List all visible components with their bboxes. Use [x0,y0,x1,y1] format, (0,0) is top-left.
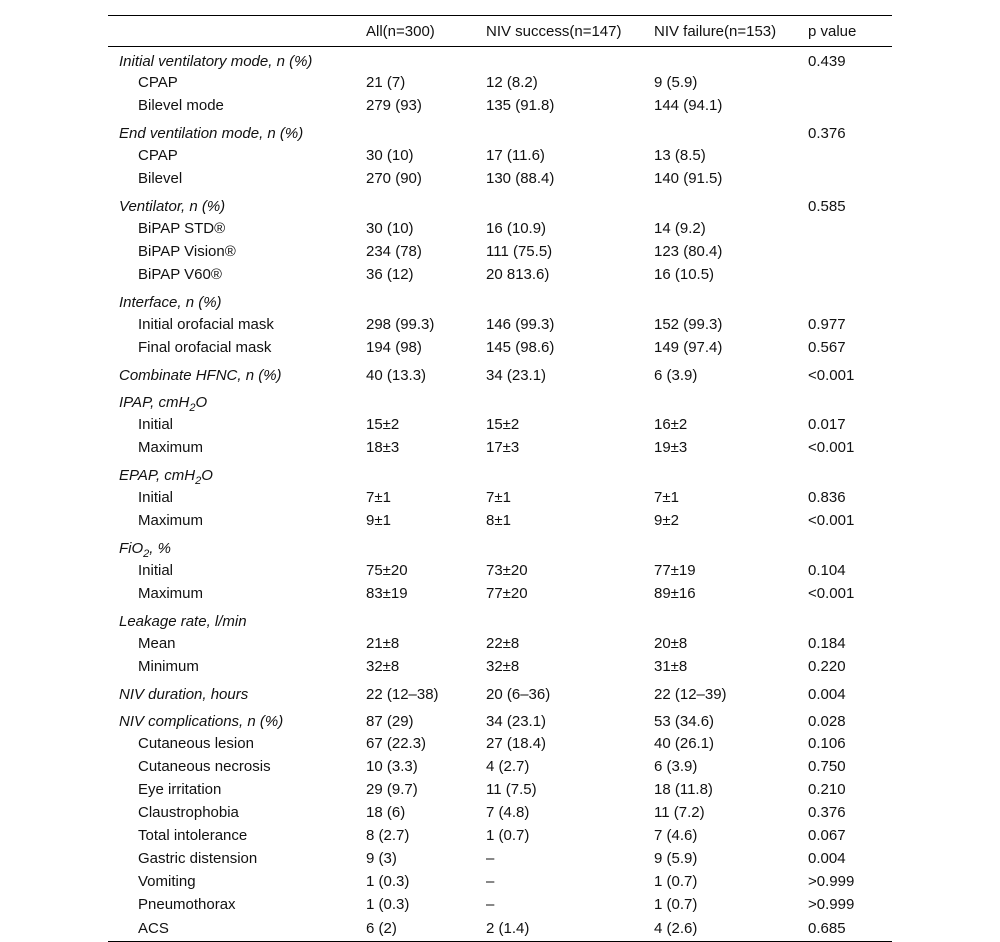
row-label [108,559,366,582]
table-row [108,655,892,678]
cell-niv-success [486,286,654,313]
cell-niv-failure: 6 (3.9) [654,758,698,775]
row-label [108,916,366,942]
cell-p-value: 0.220 [808,658,846,675]
cell-niv-failure [654,47,808,72]
row-label [108,167,366,190]
cell-niv-success: 32±8 [486,658,520,675]
label-subscript: 2 [189,402,196,414]
cell-niv-success: 20 813.6) [486,266,550,283]
table-row [108,240,892,263]
table-row [108,413,892,436]
cell-niv-failure [654,117,808,144]
cell-p-value [808,459,892,486]
cell-all: 234 (78) [366,243,422,260]
cell-niv-failure: 4 (2.6) [654,916,808,942]
label-subscript: 2 [143,548,150,560]
header-label [108,16,366,47]
cell-all: 6 (2) [366,916,486,942]
row-label [108,336,366,359]
group-label [108,117,366,144]
cell-niv-success: 7±1 [486,489,511,506]
table-row [108,582,892,605]
table-body [108,47,892,942]
cell-niv-success: 1 (0.7) [486,827,530,844]
cell-all: 21±8 [366,635,400,652]
cell-niv-success [486,532,654,559]
row-label [108,755,366,778]
label-text: Maximum [138,585,204,602]
cell-p-value: 0.210 [808,781,846,798]
cell-p-value: 0.585 [808,198,846,215]
cell-all: 83±19 [366,585,408,602]
cell-niv-failure: 18 (11.8) [654,781,713,798]
cell-niv-success: 27 (18.4) [486,735,547,752]
cell-niv-failure: 19±3 [654,439,688,456]
cell-niv-success: 146 (99.3) [486,316,555,333]
label-text: End ventilation mode, n (%) [119,125,304,142]
label-text: Vomiting [138,873,196,890]
cell-niv-success: 130 (88.4) [486,170,555,187]
cell-all [366,605,486,632]
table-row [108,559,892,582]
cell-p-value: 0.184 [808,635,846,652]
label-text: BiPAP V60® [138,266,222,283]
cell-all: 22 (12–38) [366,686,439,703]
table-row [108,847,892,870]
table-row [108,532,892,559]
cell-all: 270 (90) [366,170,422,187]
table-row [108,732,892,755]
row-label [108,801,366,824]
table-row [108,755,892,778]
table-row [108,778,892,801]
row-label [108,824,366,847]
cell-all: 18 (6) [366,804,406,821]
table-row [108,336,892,359]
header-p-value: p value [808,22,857,40]
row-label [108,582,366,605]
label-text: Mean [138,635,176,652]
cell-niv-success: – [486,873,495,890]
cell-p-value: 0.567 [808,339,846,356]
cell-p-value [808,71,892,94]
cell-niv-success: 11 (7.5) [486,781,537,798]
header-niv-success: NIV success(n=147) [486,22,622,40]
cell-all: 194 (98) [366,339,422,356]
cell-niv-success: 2 (1.4) [486,916,654,942]
cell-niv-success: 7 (4.8) [486,804,530,821]
cell-all: 9 (3) [366,850,397,867]
cell-p-value [808,286,892,313]
table-row [108,117,892,144]
cell-p-value [808,217,892,240]
cell-niv-failure: 7 (4.6) [654,827,698,844]
cell-p-value: 0.376 [808,804,846,821]
cell-niv-success: 73±20 [486,562,528,579]
results-table-container [108,15,892,942]
table-header [108,16,892,47]
label-text: IPAP, cmH [119,394,190,411]
row-label [108,778,366,801]
cell-niv-success [486,117,654,144]
table-row [108,605,892,632]
label-text: Claustrophobia [138,804,239,821]
cell-all: 29 (9.7) [366,781,418,798]
table-row [108,824,892,847]
cell-p-value: 0.376 [808,125,846,142]
row-label [108,94,366,117]
cell-all [366,459,486,486]
cell-niv-success: 135 (91.8) [486,97,555,114]
cell-niv-success: 22±8 [486,635,520,652]
cell-niv-success: – [486,850,495,867]
cell-niv-failure: 9 (5.9) [654,74,698,91]
label-text: Initial [138,562,174,579]
table-row [108,47,892,72]
cell-niv-success [486,190,654,217]
table-row [108,286,892,313]
cell-niv-failure: 31±8 [654,658,688,675]
label-text: Final orofacial mask [138,339,272,356]
header-all: All(n=300) [366,22,435,40]
table-row [108,436,892,459]
group-label [108,532,366,559]
cell-niv-failure: 89±16 [654,585,696,602]
cell-all [366,47,486,72]
label-suffix: O [195,394,208,411]
label-suffix: O [201,467,213,484]
group-label [108,678,366,705]
row-label [108,847,366,870]
cell-all: 15±2 [366,416,400,433]
label-text: ACS [138,920,169,937]
cell-all: 75±20 [366,562,408,579]
label-subscript: 2 [195,475,202,487]
cell-niv-failure: 14 (9.2) [654,220,706,237]
cell-p-value [808,263,892,286]
label-text: Ventilator, n (%) [119,198,226,215]
cell-niv-failure [654,386,808,413]
table-row [108,705,892,732]
cell-niv-failure: 22 (12–39) [654,686,727,703]
group-label [108,605,366,632]
group-label [108,190,366,217]
table-row [108,486,892,509]
table-row [108,359,892,386]
cell-niv-success [486,605,654,632]
cell-niv-failure: 6 (3.9) [654,367,698,384]
row-label [108,413,366,436]
header-row [108,16,892,47]
cell-p-value: 0.685 [808,916,892,942]
cell-p-value: 0.836 [808,489,846,506]
cell-p-value: <0.001 [808,439,855,456]
label-text: Bilevel mode [138,97,224,114]
cell-p-value: <0.001 [808,585,855,602]
cell-all: 36 (12) [366,266,414,283]
cell-all: 32±8 [366,658,400,675]
label-text: FiO [119,540,144,557]
cell-niv-success: 16 (10.9) [486,220,547,237]
group-label [108,47,366,72]
cell-niv-success [486,47,654,72]
table-row [108,94,892,117]
table-row [108,916,892,942]
cell-p-value: 0.977 [808,316,846,333]
row-label [108,436,366,459]
cell-all: 87 (29) [366,713,414,730]
row-label [108,655,366,678]
group-label [108,286,366,313]
cell-p-value: <0.001 [808,512,855,529]
cell-all: 21 (7) [366,74,406,91]
group-label [108,459,366,486]
row-label [108,509,366,532]
row-label [108,313,366,336]
cell-p-value [808,240,892,263]
cell-all: 298 (99.3) [366,316,435,333]
cell-all [366,286,486,313]
row-label [108,217,366,240]
label-text: Maximum [138,512,204,529]
cell-all: 10 (3.3) [366,758,418,775]
table-row [108,801,892,824]
table-row [108,870,892,893]
table-row [108,71,892,94]
cell-all: 8 (2.7) [366,827,410,844]
table-row [108,313,892,336]
label-text: Eye irritation [138,781,222,798]
cell-niv-failure: 40 (26.1) [654,735,715,752]
cell-p-value: >0.999 [808,873,855,890]
label-text: Combinate HFNC, n (%) [119,367,282,384]
cell-all: 7±1 [366,489,391,506]
table-row [108,144,892,167]
cell-niv-success: 145 (98.6) [486,339,555,356]
cell-niv-failure: 77±19 [654,562,696,579]
cell-all: 18±3 [366,439,400,456]
cell-niv-failure: 9 (5.9) [654,850,698,867]
row-label [108,240,366,263]
row-label [108,632,366,655]
table-row [108,386,892,413]
group-label [108,386,366,413]
cell-niv-failure: 1 (0.7) [654,873,698,890]
label-text: Total intolerance [138,827,248,844]
table-row [108,632,892,655]
cell-all: 9±1 [366,512,391,529]
row-label [108,71,366,94]
cell-niv-success: 15±2 [486,416,520,433]
cell-all [366,117,486,144]
table-row [108,459,892,486]
cell-all [366,190,486,217]
cell-niv-success [486,459,654,486]
label-text: BiPAP STD® [138,220,226,237]
label-text: Initial [138,489,174,506]
cell-niv-success: 77±20 [486,585,528,602]
cell-niv-success: – [486,896,495,913]
table-row [108,893,892,916]
label-text: NIV duration, hours [119,686,249,703]
cell-niv-failure: 20±8 [654,635,688,652]
cell-niv-success: 4 (2.7) [486,758,530,775]
cell-all: 1 (0.3) [366,896,410,913]
table-row [108,509,892,532]
cell-niv-success: 17±3 [486,439,520,456]
cell-all: 30 (10) [366,220,414,237]
cell-niv-failure [654,605,808,632]
cell-p-value: <0.001 [808,367,855,384]
cell-p-value: 0.750 [808,758,846,775]
cell-niv-failure: 144 (94.1) [654,97,723,114]
label-text: NIV complications, n (%) [119,713,284,730]
label-text: Maximum [138,439,204,456]
cell-p-value [808,144,892,167]
cell-p-value: 0.067 [808,827,846,844]
label-text: Gastric distension [138,850,258,867]
label-text: Cutaneous lesion [138,735,254,752]
cell-niv-failure: 7±1 [654,489,679,506]
cell-all: 279 (93) [366,97,422,114]
label-text: Bilevel [138,170,183,187]
row-label [108,144,366,167]
cell-niv-success: 34 (23.1) [486,367,547,384]
cell-all: 40 (13.3) [366,367,427,384]
niv-outcomes-table [108,15,892,942]
cell-niv-failure: 152 (99.3) [654,316,723,333]
label-text: Initial ventilatory mode, n (%) [119,53,313,70]
header-niv-failure: NIV failure(n=153) [654,22,777,40]
cell-niv-failure: 9±2 [654,512,679,529]
cell-p-value: 0.104 [808,562,846,579]
row-label [108,893,366,916]
label-text: Minimum [138,658,199,675]
cell-p-value [808,167,892,190]
cell-all: 67 (22.3) [366,735,427,752]
cell-niv-failure: 140 (91.5) [654,170,723,187]
table-row [108,167,892,190]
cell-niv-failure: 149 (97.4) [654,339,723,356]
label-text: Initial [138,416,174,433]
cell-p-value [808,605,892,632]
label-text: CPAP [138,74,178,91]
cell-p-value [808,386,892,413]
label-text: Initial orofacial mask [138,316,274,333]
cell-p-value [808,532,892,559]
cell-p-value: >0.999 [808,896,855,913]
cell-all [366,386,486,413]
table-row [108,190,892,217]
cell-niv-failure [654,190,808,217]
cell-all: 1 (0.3) [366,873,410,890]
cell-niv-failure: 16±2 [654,416,688,433]
cell-p-value: 0.017 [808,416,846,433]
cell-niv-success: 8±1 [486,512,511,529]
cell-niv-success: 17 (11.6) [486,147,545,164]
cell-p-value: 0.004 [808,686,846,703]
label-text: CPAP [138,147,178,164]
table-row [108,678,892,705]
cell-niv-success: 20 (6–36) [486,686,551,703]
cell-niv-failure: 1 (0.7) [654,896,698,913]
label-text: Leakage rate, l/min [119,613,247,630]
table-row [108,217,892,240]
cell-all: 30 (10) [366,147,414,164]
cell-all [366,532,486,559]
label-text: Pneumothorax [138,896,236,913]
cell-niv-failure [654,459,808,486]
cell-niv-failure: 13 (8.5) [654,147,706,164]
cell-niv-failure: 123 (80.4) [654,243,723,260]
cell-niv-success: 34 (23.1) [486,713,547,730]
cell-p-value: 0.439 [808,53,846,70]
cell-p-value: 0.106 [808,735,846,752]
row-label [108,870,366,893]
cell-p-value [808,94,892,117]
row-label [108,732,366,755]
table-row [108,263,892,286]
group-label [108,359,366,386]
cell-niv-success: 111 (75.5) [486,243,553,260]
row-label [108,486,366,509]
cell-niv-failure: 16 (10.5) [654,266,715,283]
cell-p-value: 0.004 [808,850,846,867]
label-text: Cutaneous necrosis [138,758,271,775]
cell-niv-failure [654,532,808,559]
label-text: Interface, n (%) [119,294,222,311]
group-label [108,705,366,732]
label-suffix: , % [149,540,171,557]
label-text: EPAP, cmH [119,467,196,484]
label-text: BiPAP Vision® [138,243,236,260]
cell-niv-success: 12 (8.2) [486,74,538,91]
row-label [108,263,366,286]
cell-niv-failure: 11 (7.2) [654,804,705,821]
cell-p-value: 0.028 [808,713,846,730]
cell-niv-failure: 53 (34.6) [654,713,715,730]
cell-niv-failure [654,286,808,313]
cell-niv-success [486,386,654,413]
